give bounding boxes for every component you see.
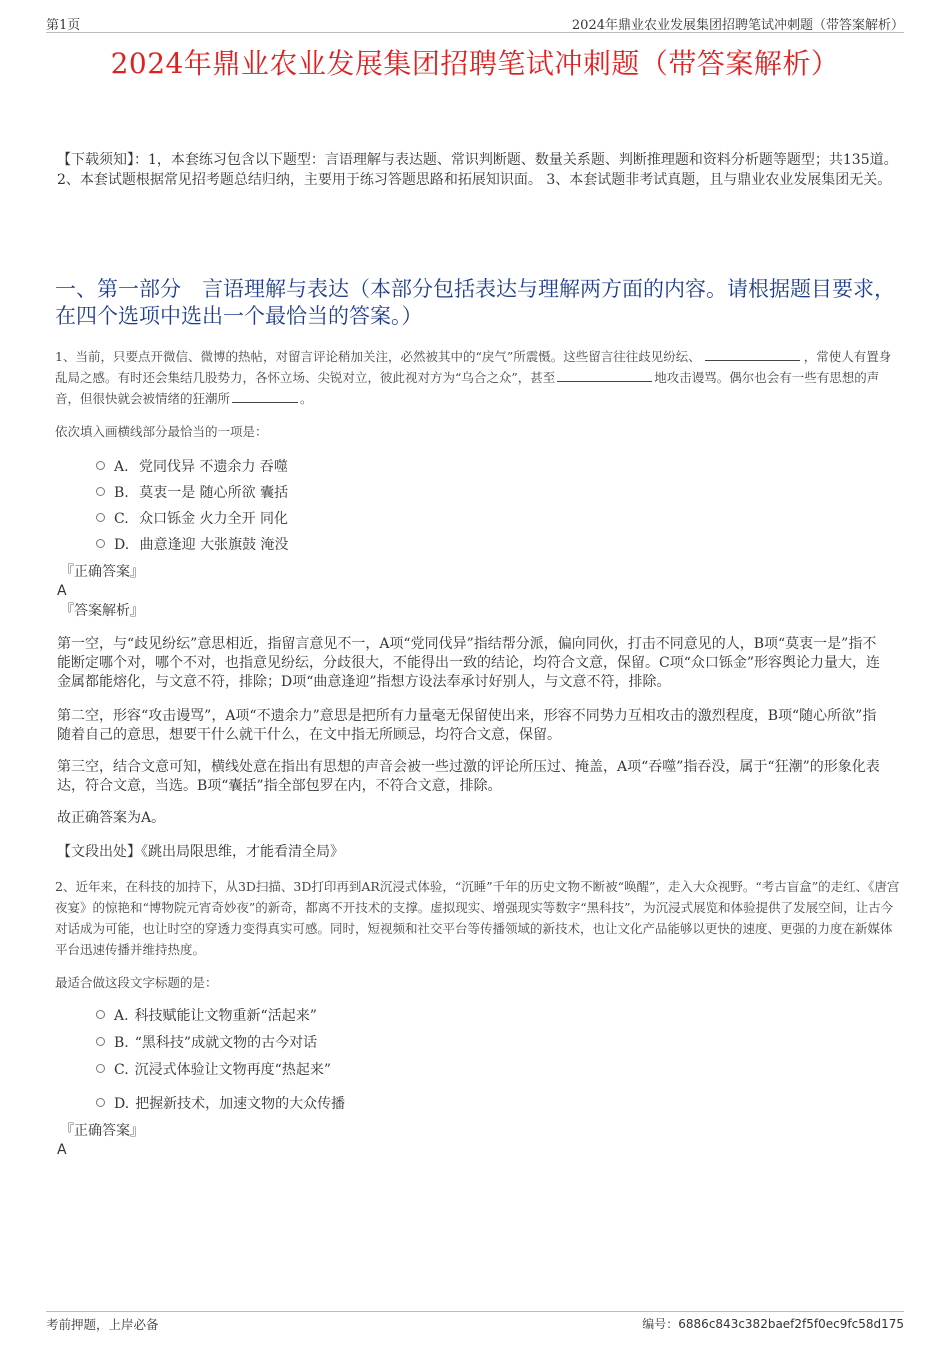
page-footer [46, 1311, 904, 1335]
radio-icon[interactable] [96, 1010, 105, 1019]
fill-blank-1 [705, 348, 800, 361]
q1-option-a[interactable]: A. 党同伐异 不遗余力 吞噬 [96, 457, 288, 477]
q1-option-b[interactable]: B. 莫衷一是 随心所欲 囊括 [96, 483, 288, 503]
q1-analysis-para-3: 第三空，结合文意可知，横线处意在指出有思想的声音会被一些过激的评论所压过、掩盖，A项“吞噬”指吞没，属于“狂潮”的形象化表达，符合文意，当选。B项“囊括”指全部包罗在内，不符合文意，排除。 [57, 759, 880, 794]
q1-analysis-label: 『答案解析』 [60, 603, 144, 619]
radio-icon[interactable] [96, 1037, 105, 1046]
question-1-prompt: 依次填入画横线部分最恰当的一项是： [55, 424, 268, 439]
radio-icon[interactable] [96, 461, 105, 470]
q1-analysis-para-2: 第二空，形容“攻击谩骂”，A项“不遗余力”意思是把所有力量毫无保留使出来，形容不同势力互相攻击的激烈程度，B项“随心所欲”指随着自己的意思，想要干什么就干什么，在文中指无所顾忌，均符合文意，保留。 [57, 708, 877, 743]
radio-icon[interactable] [96, 487, 105, 496]
radio-icon[interactable] [96, 1064, 105, 1073]
q1-source: 【文段出处】《跳出局限思维，才能看清全局》 [57, 844, 344, 860]
page-header [46, 14, 904, 33]
fill-blank-2 [557, 369, 652, 382]
q2-option-a[interactable]: A. 科技赋能让文物重新“活起来” [96, 1006, 317, 1026]
header-doc-title: 2024年鼎业农业发展集团招聘笔试冲刺题（带答案解析） [571, 18, 904, 33]
radio-icon[interactable] [96, 513, 105, 522]
q1-answer: A [57, 583, 67, 599]
q2-option-d[interactable]: D. 把握新技术，加速文物的大众传播 [96, 1094, 345, 1114]
footer-slogan: 考前押题，上岸必备 [46, 1317, 159, 1332]
question-2-prompt: 最适合做这段文字标题的是： [55, 975, 218, 990]
section-heading: 一、第一部分 言语理解与表达（本部分包括表达与理解两方面的内容。请根据题目要求，在四个选项中选出一个最恰当的答案。） [55, 277, 895, 328]
q2-answer-label: 『正确答案』 [60, 1123, 144, 1139]
q2-option-b[interactable]: B. “黑科技”成就文物的古今对话 [96, 1033, 317, 1053]
radio-icon[interactable] [96, 1098, 105, 1107]
q2-answer: A [57, 1142, 67, 1158]
q1-analysis-conclusion: 故正确答案为A。 [57, 810, 166, 826]
question-1-stem: 1、当前，只要点开微信、微博的热帖，对留言评论稍加关注，必然被其中的“戾气”所震慑。这些留言往往歧见纷纭、 ，常使人有置身乱局之感。有时还会集结几股势力，各怀立场、尖锐对立，彼此视对方为“乌合之众”，甚至 地攻击谩骂。偶尔也会有一些有思想的声音，但很快就会被情绪的狂潮所 。 [55, 349, 892, 406]
q1-option-c[interactable]: C. 众口铄金 火力全开 同化 [96, 509, 288, 529]
page-number: 第1页 [46, 18, 81, 33]
q1-answer-label: 『正确答案』 [60, 564, 144, 580]
q2-option-c[interactable]: C. 沉浸式体验让文物再度“热起来” [96, 1060, 331, 1080]
q1-analysis-para-1: 第一空，与“歧见纷纭”意思相近，指留言意见不一，A项“党同伐异”指结帮分派，偏向同伙，打击不同意见的人，B项“莫衷一是”指不能断定哪个对，哪个不对，也指意见纷纭，分歧很大，不能得出一致的结论，均符合文意，保留。C项“众口铄金”形容舆论力量大，连金属都能熔化，与文意不符，排除；D项“曲意逢迎”指想方设法奉承讨好别人，与文意不符，排除。 [57, 636, 881, 690]
question-2-stem: 2、近年来，在科技的加持下，从3D扫描、3D打印再到AR沉浸式体验，“沉睡”千年的历史文物不断被“唤醒”，走入大众视野。“考古盲盒”的走红、《唐宫夜宴》的惊艳和“博物院元宵奇妙夜”的新奇，都离不开技术的支撑。虚拟现实、增强现实等数字“黑科技”，为沉浸式展览和体验提供了发展空间，让古今对话成为可能，也让时空的穿透力变得真实可感。同时，短视频和社交平台等传播领域的新技术，也让文化产品能够以更快的速度、更强的力度在新媒体平台迅速传播并维持热度。 [55, 879, 900, 957]
document-title: 2024年鼎业农业发展集团招聘笔试冲刺题（带答案解析） [110, 47, 840, 80]
q1-option-d[interactable]: D. 曲意逢迎 大张旗鼓 淹没 [96, 535, 289, 555]
radio-icon[interactable] [96, 539, 105, 548]
fill-blank-3 [232, 390, 298, 403]
footer-serial: 编号：6886c843c382baef2f5f0ec9fc58d175 [642, 1317, 904, 1331]
download-notice: 【下载须知】：1，本套练习包含以下题型：言语理解与表达题、常识判断题、数量关系题、判断推理题和资料分析题等题型；共135道。 2、本套试题根据常见招考题总结归纳，主要用于练习答题思路和拓展知识面。 3、本套试题非考试真题，且与鼎业农业发展集团无关。 [57, 152, 898, 188]
